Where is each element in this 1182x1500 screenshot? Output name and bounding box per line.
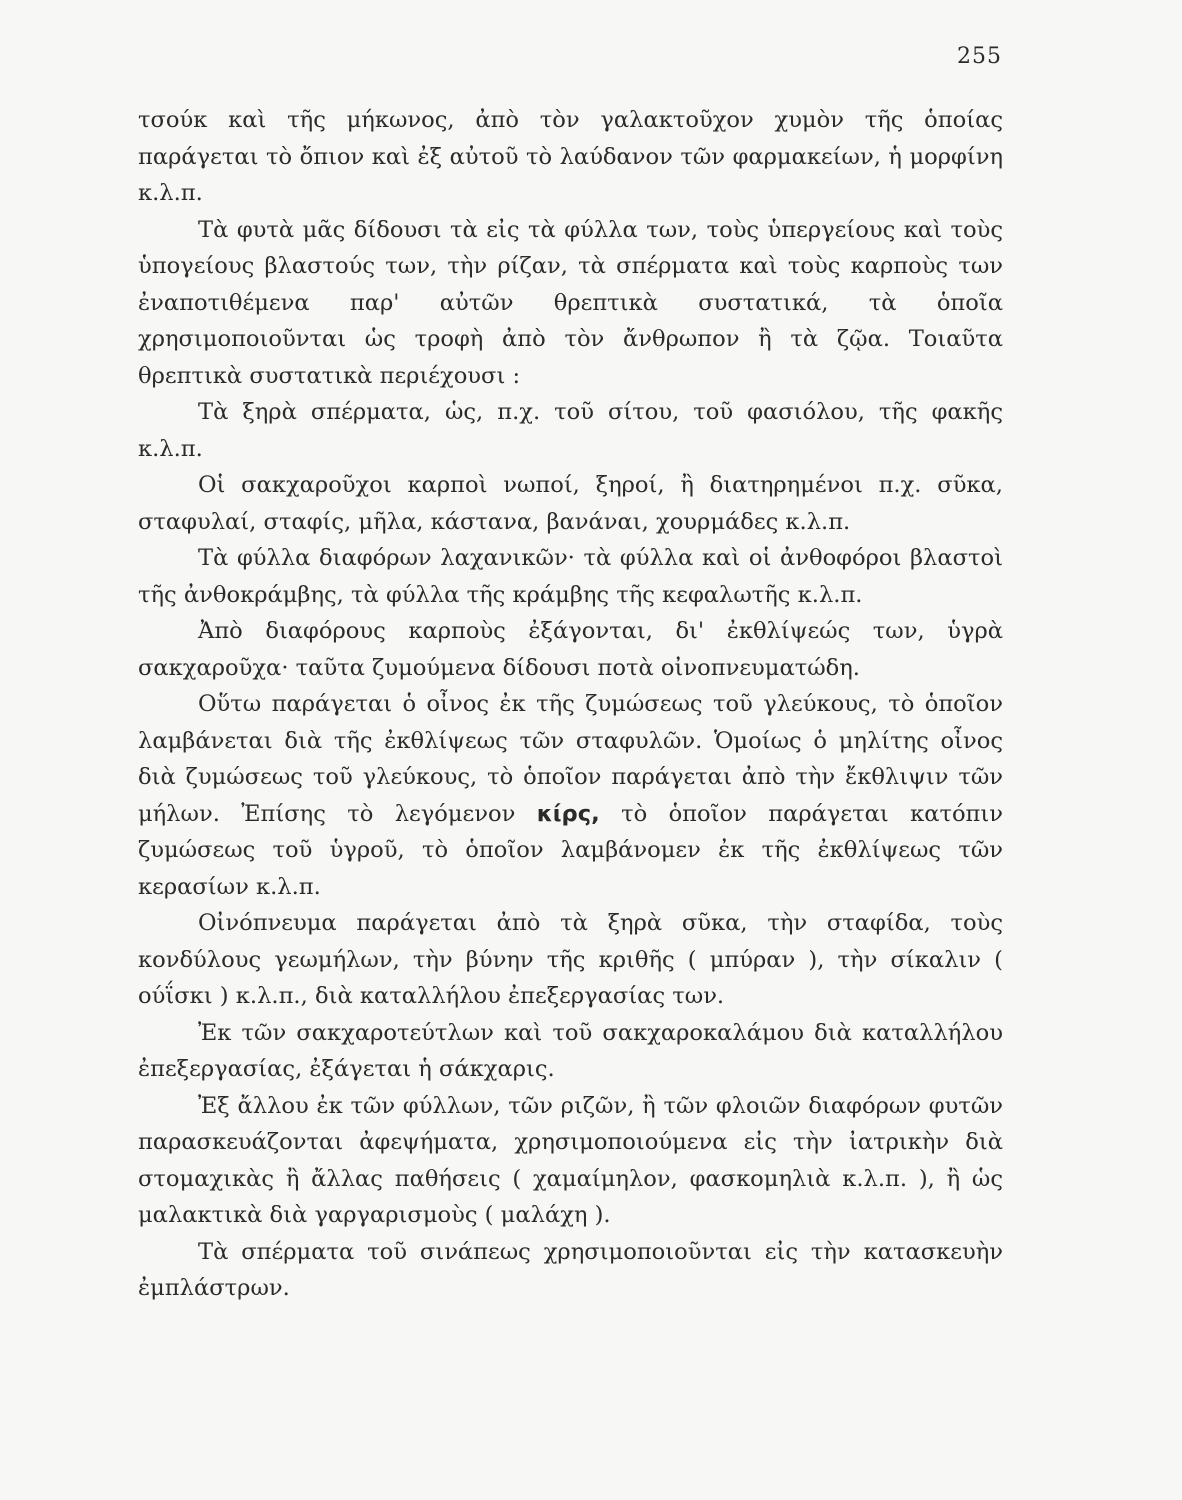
- paragraph-sugar: Ἐκ τῶν σακχαροτεύτλων καὶ τοῦ σακχαροκαλάμου διὰ καταλλήλου ἐπεξεργασίας, ἐξάγεται ἡ σάκχαρις.: [138, 1019, 1003, 1082]
- paragraph-fruit-juices: Ἀπὸ διαφόρους καρποὺς ἐξάγονται, δι' ἐκθλίψεώς των, ὑγρὰ σακχαροῦχα· ταῦτα ζυμούμενα δίδουσι ποτὰ οἰνοπνευματώδη.: [138, 618, 1003, 681]
- paragraph-infusions: Ἐξ ἄλλου ἐκ τῶν φύλλων, τῶν ριζῶν, ἢ τῶν φλοιῶν διαφόρων φυτῶν παρασκευάζονται ἀφεψήματα, χρησιμοποιούμενα εἰς τὴν ἰατρικὴν διὰ στομαχικὰς ἢ ἄλλας παθήσεις ( χαμαίμηλον, φασκομηλιὰ κ.λ.π. ), ἢ ὡς μαλακτικὰ διὰ γαργαρισμοὺς ( μαλάχη ).: [138, 1092, 1003, 1228]
- wine-text-after: τὸ ὁποῖον παράγεται κατόπιν ζυμώσεως τοῦ ὑγροῦ, τὸ ὁποῖον λαμβάνομεν ἐκ τῆς ἐκθλίψεως τῶν κερασίων κ.λ.π.: [138, 800, 1003, 900]
- kirsch-term: κίρς,: [536, 800, 600, 827]
- wine-text-before: Οὕτω παράγεται ὁ οἶνος ἐκ τῆς ζυμώσεως τοῦ γλεύκους, τὸ ὁποῖον λαμβάνεται διὰ τῆς ἐκθλίψεως τῶν σταφυλῶν. Ὁμοίως ὁ μηλίτης οἶνος διὰ ζυμώσεως τοῦ γλεύκους, τὸ ὁποῖον παράγεται ἀπὸ τὴν ἔκθλιψιν τῶν μήλων. Ἐπίσης τὸ λεγόμενον: [138, 691, 1003, 827]
- paragraph-continuation: τσούκ καὶ τῆς μήκωνος, ἀπὸ τὸν γαλακτοῦχον χυμὸν τῆς ὁποίας παράγεται τὸ ὄπιον καὶ ἐξ αὐτοῦ τὸ λαύδανον τῶν φαρμακείων, ἡ μορφίνη κ.λ.π.: [138, 107, 1003, 206]
- paragraph-sugary-fruits: Οἱ σακχαροῦχοι καρποὶ νωποί, ξηροί, ἢ διατηρημένοι π.χ. σῦκα, σταφυλαί, σταφίς, μῆλα, κάστανα, βανάναι, χουρμάδες κ.λ.π.: [138, 472, 1003, 535]
- paragraph-vegetable-leaves: Τὰ φύλλα διαφόρων λαχανικῶν· τὰ φύλλα καὶ οἱ ἀνθοφόροι βλαστοὶ τῆς ἀνθοκράμβης, τὰ φύλλα τῆς κράμβης τῆς κεφαλωτῆς κ.λ.π.: [138, 545, 1003, 608]
- body-text: [138, 102, 1003, 1307]
- paragraph-alcohol: Οἰνόπνευμα παράγεται ἀπὸ τὰ ξηρὰ σῦκα, τὴν σταφίδα, τοὺς κονδύλους γεωμήλων, τὴν βύνην τῆς κριθῆς ( μπύραν ), τὴν σίκαλιν ( ούΐσκι ) κ.λ.π., διὰ καταλλήλου ἐπεξεργασίας των.: [138, 910, 1003, 1009]
- paragraph-dry-seeds: Τὰ ξηρὰ σπέρματα, ὡς, π.χ. τοῦ σίτου, τοῦ φασιόλου, τῆς φακῆς κ.λ.π.: [138, 399, 1003, 462]
- page-number: 255: [957, 44, 1002, 69]
- paragraph-wine: [138, 686, 1003, 905]
- paragraph-plant-nutrients: Τὰ φυτὰ μᾶς δίδουσι τὰ εἰς τὰ φύλλα των, τοὺς ὑπεργείους καὶ τοὺς ὑπογείους βλαστούς των, τὴν ρίζαν, τὰ σπέρματα καὶ τοὺς καρποὺς των ἐναποτιθέμενα παρ' αὐτῶν θρεπτικὰ συστατικά, τὰ ὁποῖα χρησιμοποιοῦνται ὡς τροφὴ ἀπὸ τὸν ἄνθρωπον ἢ τὰ ζῷα. Τοιαῦτα θρεπτικὰ συστατικὰ περιέχουσι :: [138, 216, 1003, 389]
- paragraph-mustard: Τὰ σπέρματα τοῦ σινάπεως χρησιμοποιοῦνται εἰς τὴν κατασκευὴν ἐμπλάστρων.: [138, 1238, 1003, 1301]
